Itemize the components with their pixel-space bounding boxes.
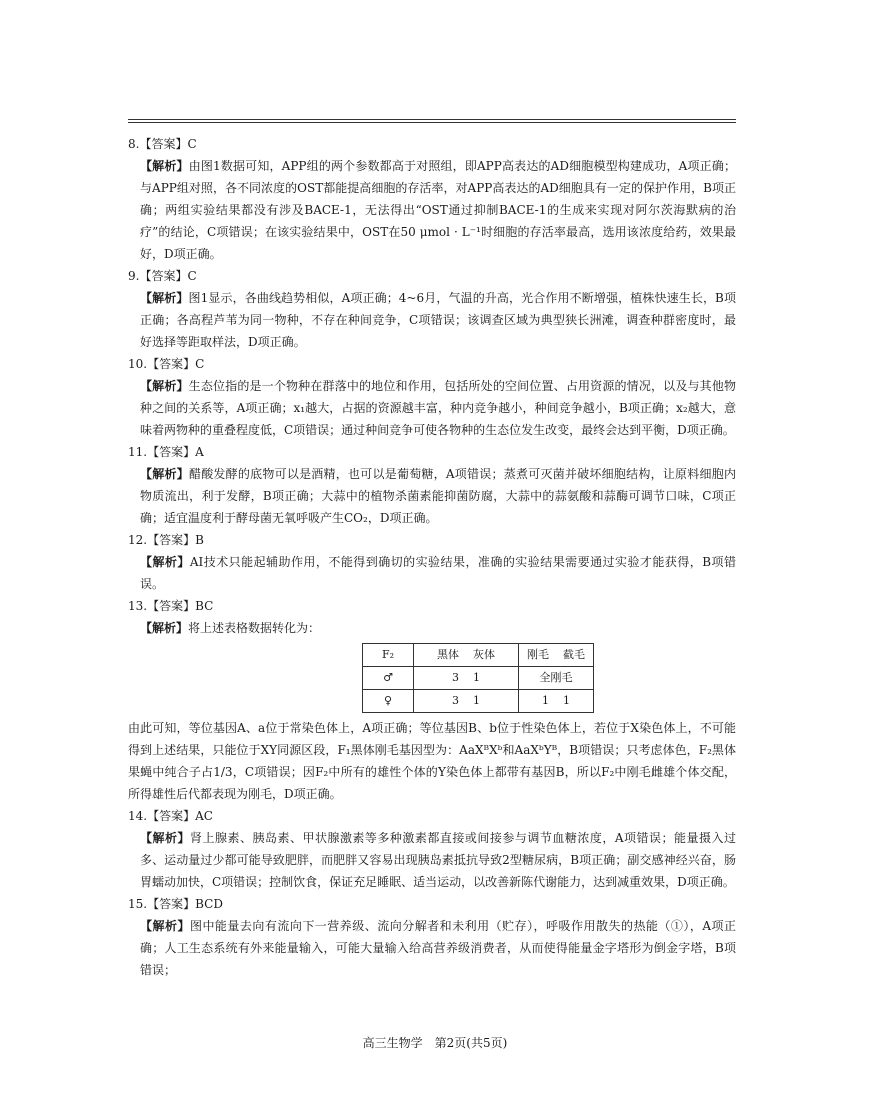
table-cell: 刚毛 截毛 xyxy=(519,644,594,667)
f2-phenotype-table xyxy=(362,643,594,713)
explanation: 【解析】图中能量去向有流向下一营养级、流向分解者和未利用（贮存），呼吸作用散失的热能（①），A项正确；人工生态系统有外来能量输入，可能大量输入给高营养级消费者，从而使得能量金字塔形为倒金字塔，B项错误； xyxy=(140,919,736,977)
answer-line: 8.【答案】C xyxy=(128,137,197,151)
question-13 xyxy=(128,595,736,805)
table-cell: F₂ xyxy=(363,644,414,667)
answer-line: 12.【答案】B xyxy=(128,533,204,547)
table-cell: 3 1 xyxy=(414,690,519,713)
explanation: 【解析】AI技术只能起辅助作用，不能得到确切的实验结果，准确的实验结果需要通过实验才能获得，B项错误。 xyxy=(140,555,736,591)
explanation: 【解析】图1显示，各曲线趋势相似，A项正确；4~6月，气温的升高，光合作用不断增强，植株快速生长，B项正确；各高程芦苇为同一物种，不存在种间竞争，C项错误；该调查区域为典型狭长洲滩，调查种群密度时，最好选择等距取样法，D项正确。 xyxy=(140,291,736,349)
table-cell: 全刚毛 xyxy=(519,667,594,690)
question-8 xyxy=(128,133,736,265)
answer-line: 11.【答案】A xyxy=(128,445,204,459)
answer-line: 15.【答案】BCD xyxy=(128,897,223,911)
header-rule-top xyxy=(128,119,736,120)
question-12 xyxy=(128,529,736,595)
question-14 xyxy=(128,805,736,893)
table-row xyxy=(363,644,594,667)
table-cell: 1 1 xyxy=(519,690,594,713)
answer-line: 9.【答案】C xyxy=(128,269,197,283)
answer-line: 13.【答案】BC xyxy=(128,599,214,613)
table-cell: 3 1 xyxy=(414,667,519,690)
explanation: 【解析】醋酸发酵的底物可以是酒精，也可以是葡萄糖，A项错误；蒸煮可灭菌并破坏细胞结构，让原料细胞内物质流出，利于发酵，B项正确；大蒜中的植物杀菌素能抑菌防腐，大蒜中的蒜氨酸和蒜酶可调节口味，C项正确；适宜温度利于酵母菌无氧呼吸产生CO₂，D项正确。 xyxy=(140,467,736,525)
table-cell: 黑体 灰体 xyxy=(414,644,519,667)
f2-table-wrap xyxy=(140,643,736,713)
page-footer: 高三生物学 第2页(共5页) xyxy=(362,1036,508,1050)
explanation: 【解析】将上述表格数据转化为： xyxy=(140,621,321,635)
answer-key-body xyxy=(128,133,736,981)
question-11 xyxy=(128,441,736,529)
table-row xyxy=(363,667,594,690)
question-9 xyxy=(128,265,736,353)
explanation: 【解析】肾上腺素、胰岛素、甲状腺激素等多种激素都直接或间接参与调节血糖浓度，A项错误；能量摄入过多、运动量过少都可能导致肥胖，而肥胖又容易出现胰岛素抵抗导致2型糖尿病，B项正确；副交感神经兴奋，肠胃蠕动加快，C项错误；控制饮食，保证充足睡眠、适当运动，以改善新陈代谢能力，达到减重效果，D项正确。 xyxy=(140,831,736,889)
table-row xyxy=(363,690,594,713)
answer-line: 14.【答案】AC xyxy=(128,809,213,823)
question-15 xyxy=(128,893,736,981)
explanation: 【解析】由图1数据可知，APP组的两个参数都高于对照组，即APP高表达的AD细胞模型构建成功，A项正确；与APP组对照，各不同浓度的OST都能提高细胞的存活率，对APP高表达的AD细胞具有一定的保护作用，B项正确；两组实验结果都没有涉及BACE-1，无法得出“OST通过抑制BACE-1的生成来实现对阿尔茨海默病的治疗”的结论，C项错误；在该实验结果中，OST在50 μmol · L⁻¹时细胞的存活率最高，选用该浓度给药，效果最好，D项正确。 xyxy=(140,159,736,261)
explanation-continued: 由此可知，等位基因A、a位于常染色体上，A项正确；等位基因B、b位于性染色体上，若位于X染色体上，不可能得到上述结果，只能位于XY同源区段，F₁黑体刚毛基因型为：AaXᴮXᵇ和AaXᵇYᴮ，B项错误；只考虑体色，F₂黑体果蝇中纯合子占1/3，C项错误；因F₂中所有的雄性个体的Y染色体上都带有基因B，所以F₂中刚毛雌雄个体交配，所得雄性后代都表现为刚毛，D项正确。 xyxy=(128,721,736,801)
female-symbol: ♀ xyxy=(363,690,414,713)
male-symbol: ♂ xyxy=(363,667,414,690)
question-10 xyxy=(128,353,736,441)
header-rule-bottom xyxy=(128,122,736,123)
answer-line: 10.【答案】C xyxy=(128,357,205,371)
explanation: 【解析】生态位指的是一个物种在群落中的地位和作用，包括所处的空间位置、占用资源的情况，以及与其他物种之间的关系等，A项正确；x₁越大，占据的资源越丰富，种内竞争越小，种间竞争越小，B项正确；x₂越大，意味着两物种的重叠程度低，C项错误；通过种间竞争可使各物种的生态位发生改变，最终会达到平衡，D项正确。 xyxy=(140,379,736,437)
